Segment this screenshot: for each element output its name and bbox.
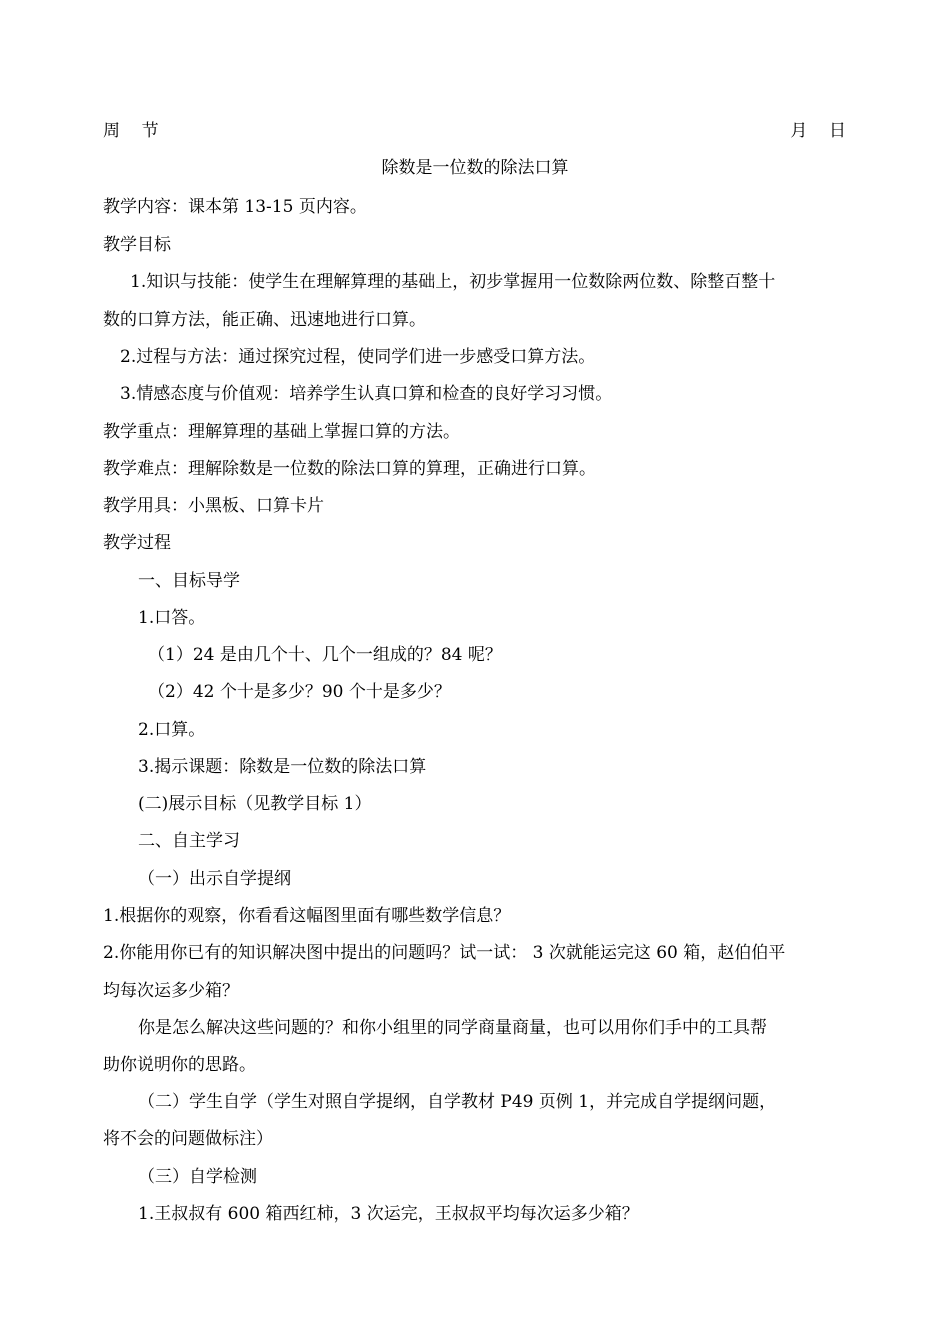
outline-question-2-line-2: 均每次运多少箱？ (103, 981, 239, 1001)
goal-1-line-2: 数的口算方法，能正确、迅速地进行口算。 (103, 310, 426, 330)
discussion-line-1: 你是怎么解决这些问题的？和你小组里的同学商量商量，也可以用你们手中的工具帮 (138, 1018, 767, 1038)
teaching-tools: 教学用具：小黑板、口算卡片 (103, 496, 324, 516)
section-2-heading: 二、自主学习 (138, 831, 240, 851)
show-goals: (二)展示目标（见教学目标 1） (138, 794, 372, 814)
goal-2: 2.过程与方法：通过探究过程，使同学们进一步感受口算方法。 (120, 347, 596, 367)
oral-question-2: （2）42 个十是多少？90 个十是多少？ (148, 682, 451, 702)
teaching-content: 教学内容：课本第 13-15 页内容。 (103, 197, 367, 217)
section-1-heading: 一、目标导学 (138, 571, 240, 591)
student-self-study-line-2: 将不会的问题做标注） (103, 1129, 273, 1149)
self-study-outline-heading: （一）出示自学提纲 (138, 869, 291, 889)
discussion-line-2: 助你说明你的思路。 (103, 1055, 256, 1075)
teaching-goals-heading: 教学目标 (103, 235, 171, 255)
goal-1-line-1: 1.知识与技能：使学生在理解算理的基础上，初步掌握用一位数除两位数、除整百整十 (130, 272, 776, 292)
outline-question-1: 1.根据你的观察，你看看这幅图里面有哪些数学信息？ (103, 906, 511, 926)
reveal-topic: 3.揭示课题：除数是一位数的除法口算 (138, 757, 427, 777)
document-title: 除数是一位数的除法口算 (381, 158, 569, 178)
header-week-section: 周 节 (103, 121, 159, 141)
oral-calc-heading: 2.口算。 (138, 720, 206, 740)
teaching-process-heading: 教学过程 (103, 533, 171, 553)
oral-question-1: （1）24 是由几个十、几个一组成的？84 呢？ (148, 645, 502, 665)
goal-3: 3.情感态度与价值观：培养学生认真口算和检查的良好学习习惯。 (120, 384, 613, 404)
self-check-heading: （三）自学检测 (138, 1167, 257, 1187)
header-month-day: 月 日 (790, 121, 846, 141)
teaching-difficulty: 教学难点：理解除数是一位数的除法口算的算理，正确进行口算。 (103, 459, 596, 479)
outline-question-2-line-1: 2.你能用你已有的知识解决图中提出的问题吗？试一试： 3 次就能运完这 60 箱，赵伯伯平 (103, 943, 786, 963)
oral-answer-heading: 1.口答。 (138, 608, 206, 628)
teaching-key-point: 教学重点：理解算理的基础上掌握口算的方法。 (103, 422, 460, 442)
self-check-question-1: 1.王叔叔有 600 箱西红柿，3 次运完，王叔叔平均每次运多少箱？ (138, 1204, 639, 1224)
student-self-study-line-1: （二）学生自学（学生对照自学提纲，自学教材 P49 页例 1，并完成自学提纲问题， (138, 1092, 777, 1112)
